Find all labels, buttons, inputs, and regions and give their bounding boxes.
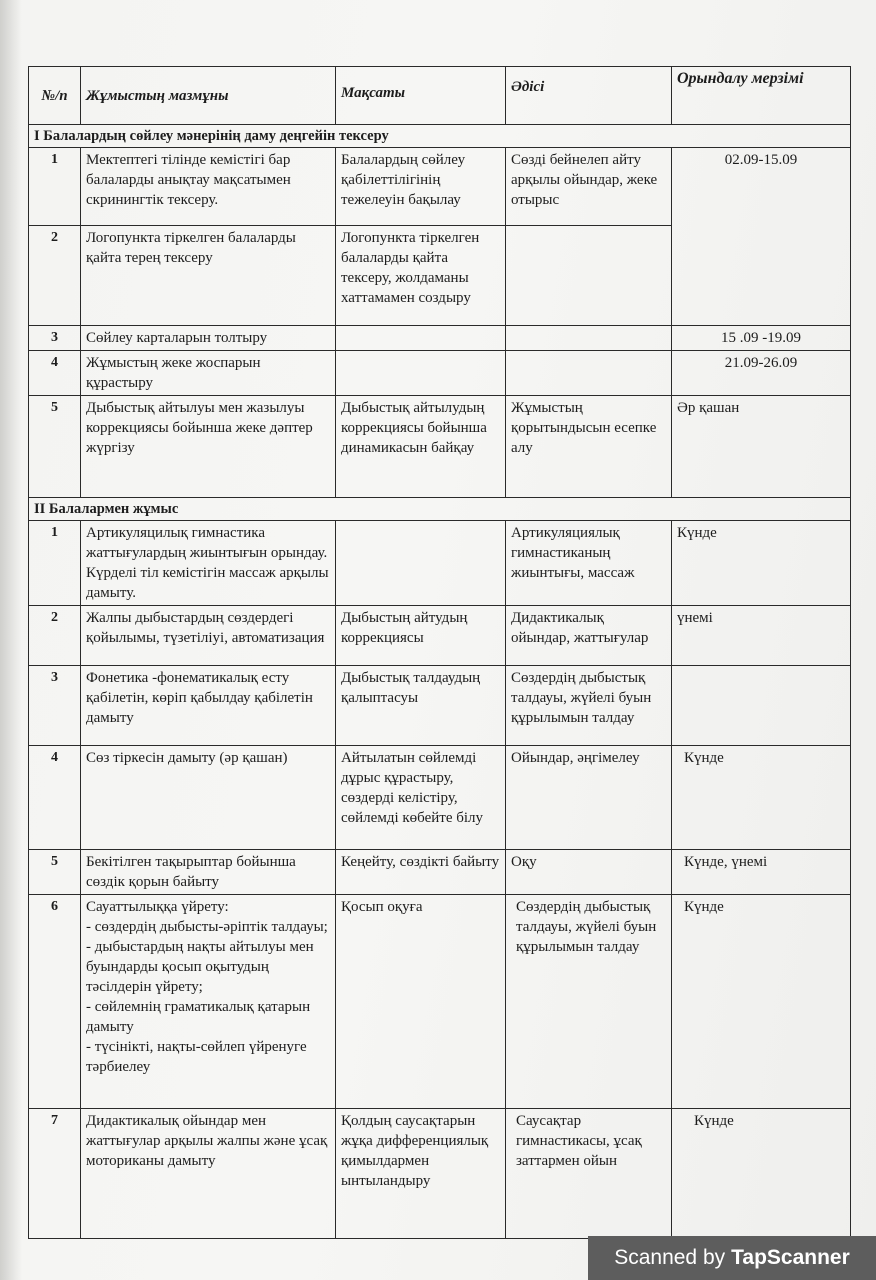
row-goal: Қосып оқуға [336, 895, 506, 1109]
row-content: Дыбыстық айтылуы мен жазылуы коррекциясы бойынша жеке дәптер жүргізу [81, 396, 336, 498]
row-content: Дидактикалық ойындар мен жаттығулар арқылы жалпы және ұсақ моториканы дамыту [81, 1109, 336, 1239]
row-deadline: Күнде [672, 895, 851, 1109]
row-method [506, 326, 672, 351]
row-goal: Дыбыстық айтылудың коррекциясы бойынша динамикасын байқау [336, 396, 506, 498]
row-deadline [672, 666, 851, 746]
row-goal [336, 351, 506, 396]
row-method [506, 351, 672, 396]
section-title-row [29, 498, 851, 521]
row-goal: Балалардың сөйлеу қабілеттілігінің тежелеуін бақылау [336, 148, 506, 226]
table-row [29, 148, 851, 226]
row-deadline: 21.09-26.09 [672, 351, 851, 396]
row-method [506, 226, 672, 326]
table-row [29, 746, 851, 850]
header-number: №/п [29, 67, 81, 125]
table-row [29, 351, 851, 396]
row-deadline: 15 .09 -19.09 [672, 326, 851, 351]
row-deadline: үнемі [672, 606, 851, 666]
row-content: Сөз тіркесін дамыту (әр қашан) [81, 746, 336, 850]
row-content: Артикуляцилық гимнастика жаттығулардың жиынтығын орындау. Күрделі тіл кемістігін массаж арқылы дамыту. [81, 521, 336, 606]
row-number: 7 [29, 1109, 81, 1239]
table-row [29, 1109, 851, 1239]
watermark-brand: TapScanner [731, 1246, 850, 1269]
row-method: Сөздердің дыбыстық талдауы, жүйелі буын құрылымын талдау [506, 895, 672, 1109]
row-content: Бекітілген тақырыптар бойынша сөздік қорын байыту [81, 850, 336, 895]
header-goal: Мақсаты [336, 67, 506, 125]
row-content: Логопункта тіркелген балаларды қайта терең тексеру [81, 226, 336, 326]
row-method: Дидактикалық ойындар, жаттығулар [506, 606, 672, 666]
header-content: Жұмыстың мазмұны [81, 67, 336, 125]
table-row [29, 666, 851, 746]
table-row [29, 396, 851, 498]
scanner-watermark [588, 1236, 876, 1280]
row-goal [336, 326, 506, 351]
row-deadline: Күнде [672, 746, 851, 850]
row-deadline: 02.09-15.09 [672, 148, 851, 326]
row-deadline: Күнде [672, 521, 851, 606]
row-method: Сөздердің дыбыстық талдауы, жүйелі буын құрылымын талдау [506, 666, 672, 746]
row-number: 1 [29, 148, 81, 226]
table-row [29, 606, 851, 666]
row-number: 3 [29, 326, 81, 351]
row-number: 4 [29, 351, 81, 396]
page-fold-shadow [0, 0, 22, 1280]
section-1-title: I Балалардың сөйлеу мәнерінің даму деңгейін тексеру [29, 125, 851, 148]
header-deadline: Орындалу мерзімі [672, 67, 851, 125]
row-method: Жұмыстың қорытындысын есепке алу [506, 396, 672, 498]
watermark-prefix: Scanned by [614, 1246, 726, 1269]
table-row [29, 895, 851, 1109]
row-number: 1 [29, 521, 81, 606]
row-number: 3 [29, 666, 81, 746]
row-goal: Айтылатын сөйлемді дұрыс құрастыру, сөздерді келістіру, сөйлемді көбейте білу [336, 746, 506, 850]
row-content: Жалпы дыбыстардың сөздердегі қойылымы, түзетіліуі, автоматизация [81, 606, 336, 666]
row-method: Оқу [506, 850, 672, 895]
row-deadline: Күнде [672, 1109, 851, 1239]
table-row [29, 326, 851, 351]
row-method: Сөзді бейнелеп айту арқылы ойындар, жеке отырыс [506, 148, 672, 226]
row-method: Ойындар, әңгімелеу [506, 746, 672, 850]
row-content: Фонетика -фонематикалық есту қабілетін, көріп қабылдау қабілетін дамыту [81, 666, 336, 746]
table-row [29, 521, 851, 606]
section-title-row [29, 125, 851, 148]
row-goal: Дыбыстың айтудың коррекциясы [336, 606, 506, 666]
section-2-title: II Балалармен жұмыс [29, 498, 851, 521]
row-content: Мектептегі тілінде кемістігі бар балаларды анықтау мақсатымен скринингтік тексеру. [81, 148, 336, 226]
work-plan-table [28, 66, 851, 1239]
row-deadline: Күнде, үнемі [672, 850, 851, 895]
row-number: 2 [29, 606, 81, 666]
row-method: Артикуляциялық гимнастиканың жиынтығы, массаж [506, 521, 672, 606]
table-row [29, 850, 851, 895]
row-goal: Қолдың саусақтарын жұқа дифференциялық қимылдармен ынтыландыру [336, 1109, 506, 1239]
row-method: Саусақтар гимнастикасы, ұсақ заттармен ойын [506, 1109, 672, 1239]
row-goal: Дыбыстық талдаудың қалыптасуы [336, 666, 506, 746]
row-number: 2 [29, 226, 81, 326]
row-goal [336, 521, 506, 606]
row-number: 5 [29, 396, 81, 498]
row-deadline: Әр қашан [672, 396, 851, 498]
row-content: Сөйлеу карталарын толтыру [81, 326, 336, 351]
row-goal: Кеңейту, сөздікті байыту [336, 850, 506, 895]
row-content: Сауаттылыққа үйрету: - сөздердің дыбысты-әріптік талдауы; - дыбыстардың нақты айтылуы мен буындарды қосып оқытудың тәсілдерін үйрету; - сөйлемнің граматикалық қатарын дамыту - түсінікті, нақты-сөйлеп үйренуге тәрбиелеу [81, 895, 336, 1109]
table-header-row [29, 67, 851, 125]
row-content: Жұмыстың жеке жоспарын құрастыру [81, 351, 336, 396]
header-method: Әдісі [506, 67, 672, 125]
row-number: 4 [29, 746, 81, 850]
row-number: 5 [29, 850, 81, 895]
row-number: 6 [29, 895, 81, 1109]
row-goal: Логопункта тіркелген балаларды қайта тексеру, жолдаманы хаттамамен создыру [336, 226, 506, 326]
